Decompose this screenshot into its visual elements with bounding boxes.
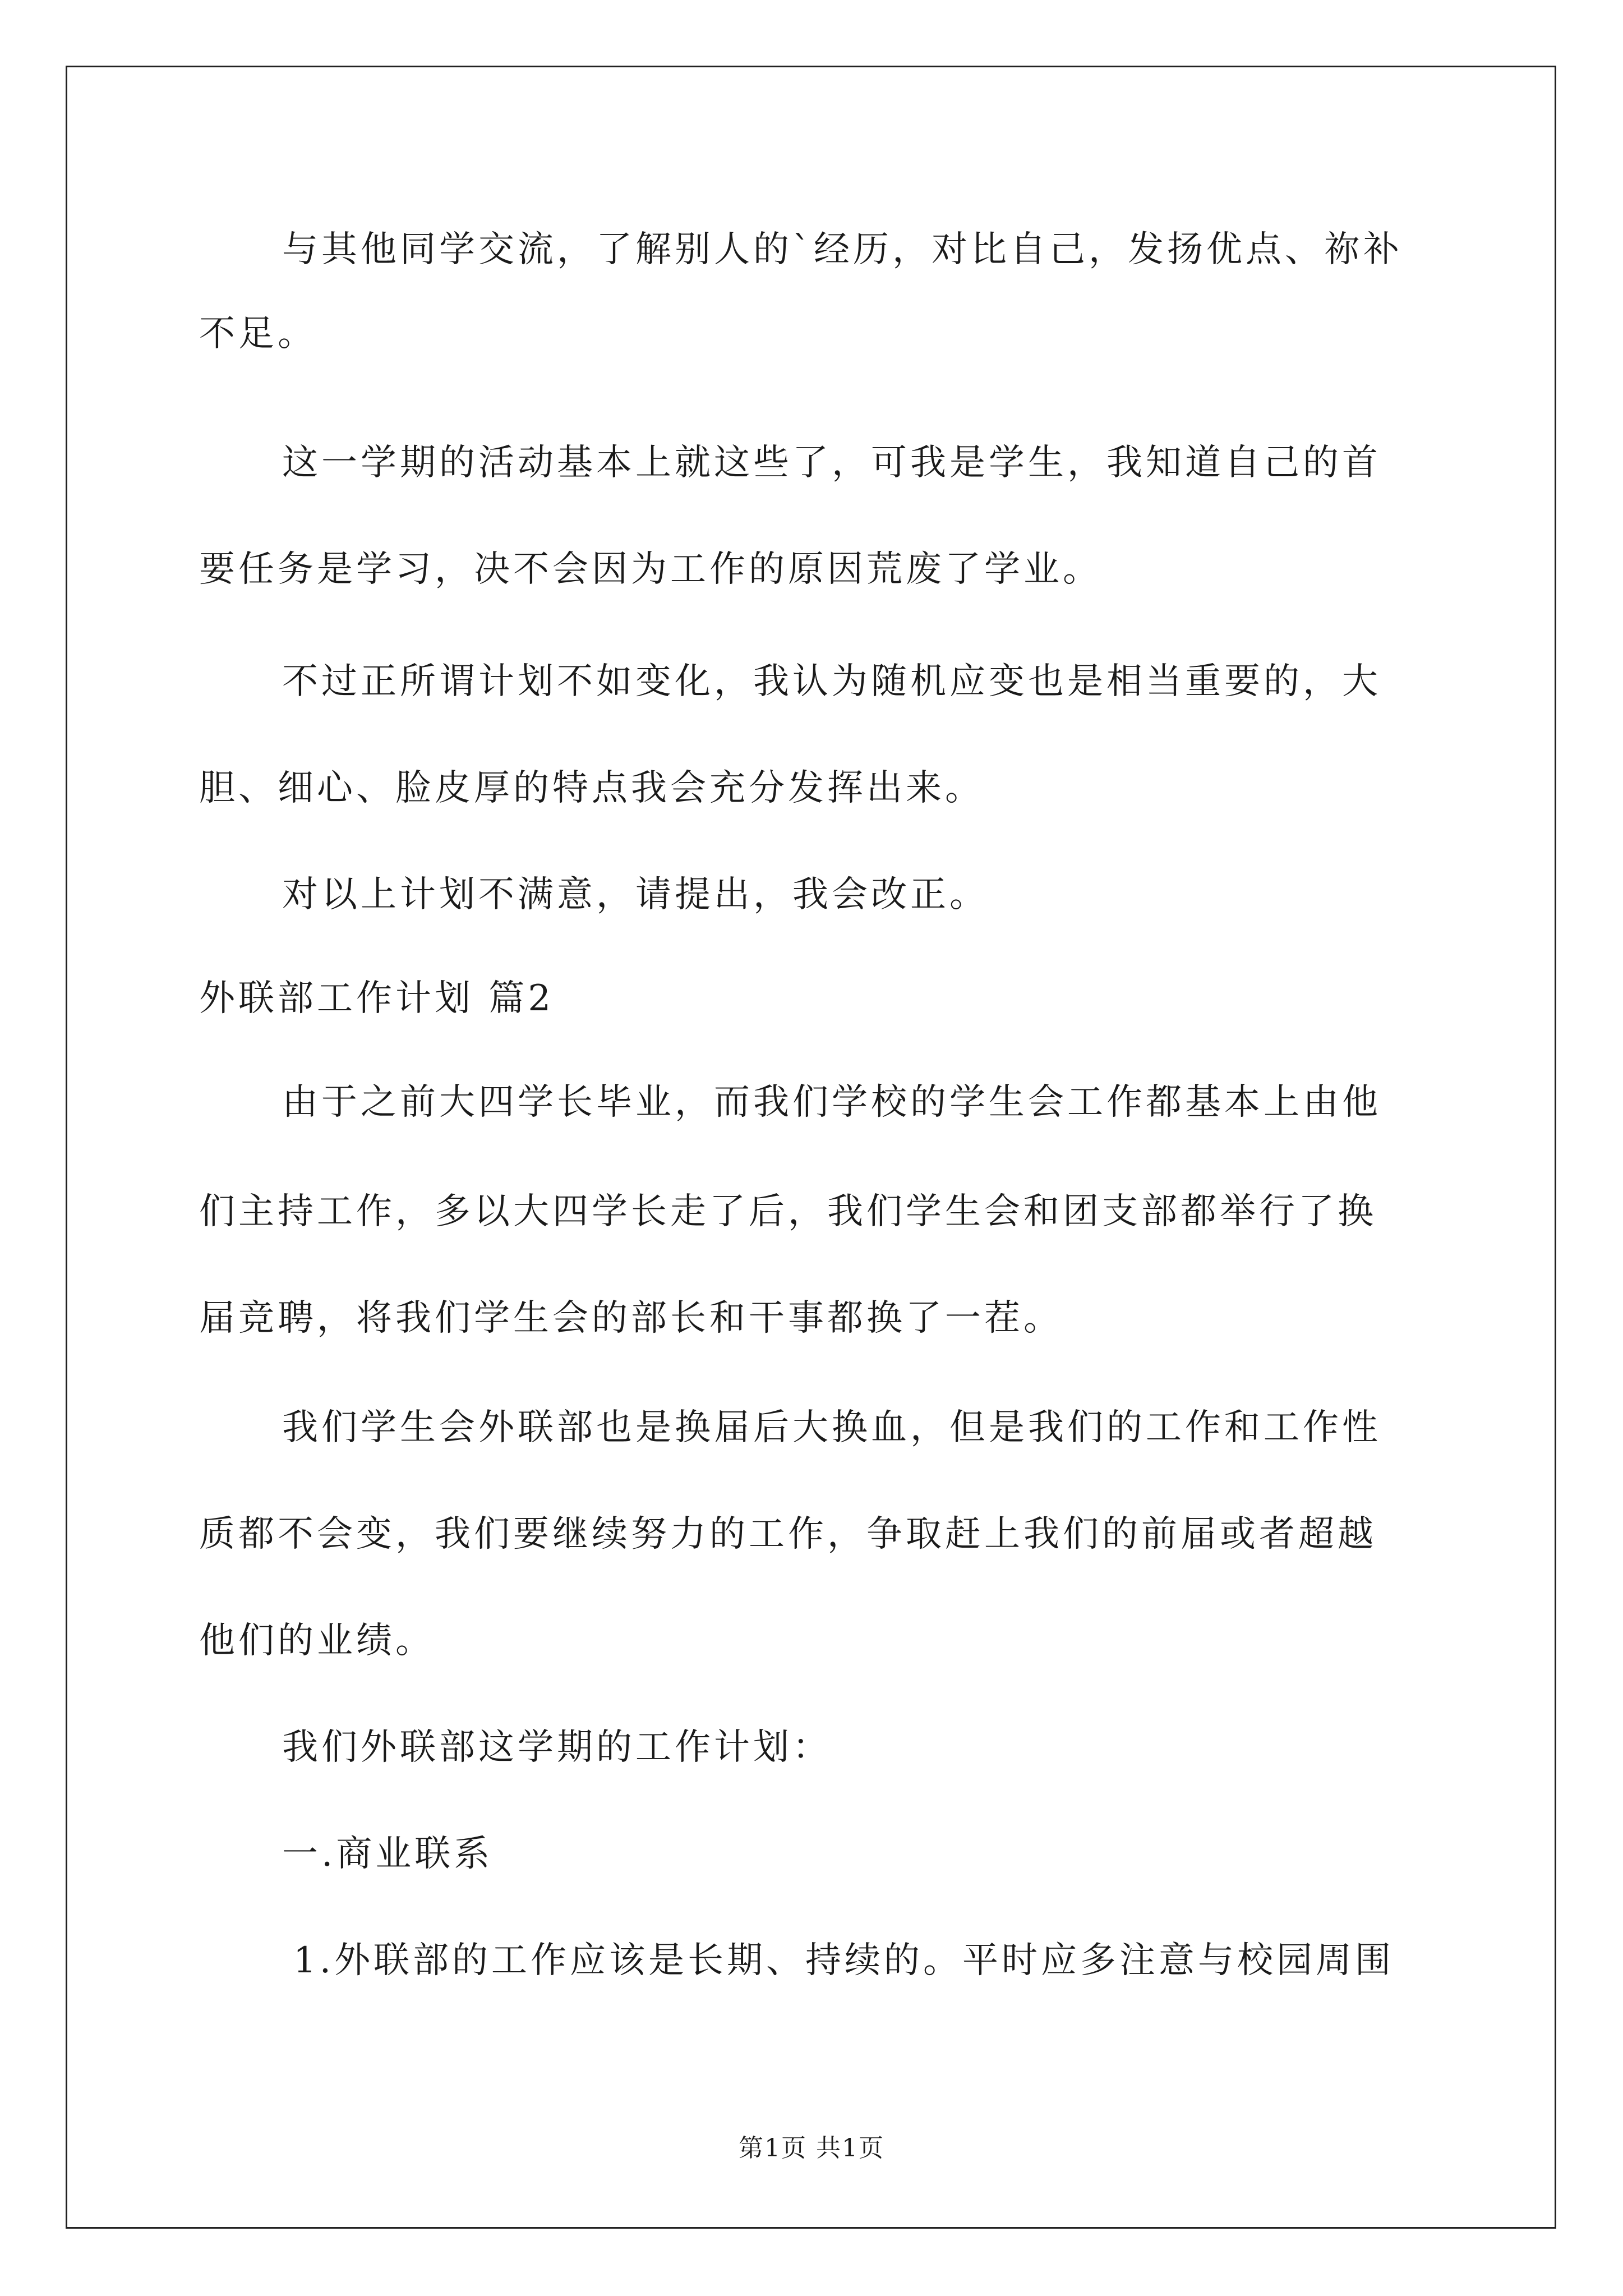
paragraph-line: 对以上计划不满意，请提出，我会改正。: [282, 874, 989, 915]
paragraph-line: 我们学生会外联部也是换届后大换血，但是我们的工作和工作性: [282, 1407, 1381, 1448]
paragraph-line: 由于之前大四学长毕业，而我们学校的学生会工作都基本上由他: [282, 1082, 1381, 1123]
page-border: [66, 66, 1556, 2229]
paragraph-line: 届竞聘，将我们学生会的部长和干事都换了一茬。: [199, 1297, 1063, 1339]
section-heading: 外联部工作计划 篇2: [199, 978, 555, 1019]
page-footer: 第1页 共1页: [739, 2134, 884, 2162]
list-heading: 一.商业联系: [282, 1833, 494, 1875]
paragraph-line: 他们的业绩。: [199, 1620, 435, 1662]
paragraph-line: 我们外联部这学期的工作计划：: [282, 1727, 832, 1768]
paragraph-line: 胆、细心、脸皮厚的特点我会充分发挥出来。: [199, 767, 984, 809]
paragraph-line: 质都不会变，我们要继续努力的工作，争取赶上我们的前届或者超越: [199, 1513, 1377, 1555]
paragraph-line: 这一学期的活动基本上就这些了，可我是学生，我知道自己的首: [282, 442, 1381, 484]
paragraph-line: 们主持工作，多以大四学长走了后，我们学生会和团支部都举行了换: [199, 1191, 1377, 1232]
paragraph-line: 不过正所谓计划不如变化，我认为随机应变也是相当重要的，大: [282, 661, 1381, 702]
paragraph-line: 要任务是学习，决不会因为工作的原因荒废了学业。: [199, 549, 1102, 590]
list-item: 1.外联部的工作应该是长期、持续的。平时应多注意与校园周围: [293, 1940, 1395, 1981]
paragraph-line: 不足。: [199, 313, 317, 355]
paragraph-line: 与其他同学交流，了解别人的`经历，对比自己，发扬优点、祢补: [282, 229, 1403, 270]
